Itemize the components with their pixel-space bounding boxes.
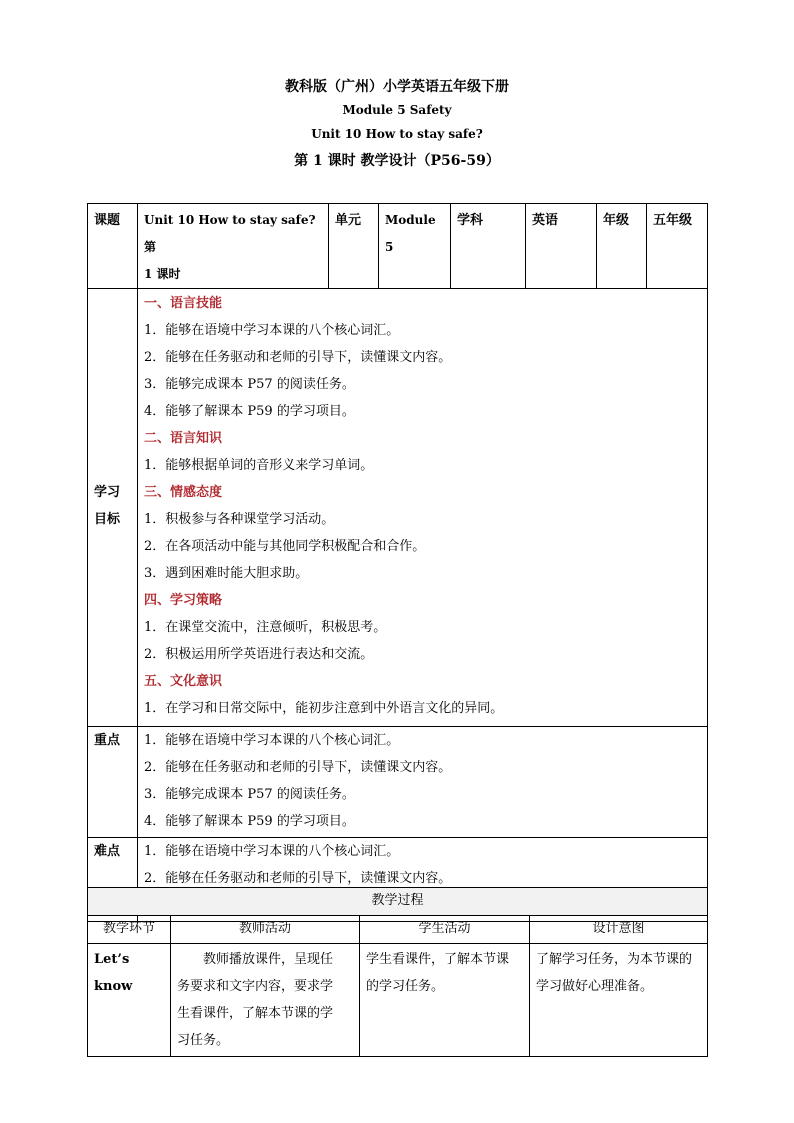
key-points-label: 重点 [88, 727, 138, 838]
list-item: 2．能够在任务驱动和老师的引导下，读懂课文内容。 [144, 871, 452, 886]
list-item: 4．能够了解课本 P59 的学习项目。 [144, 814, 355, 829]
table-row [88, 944, 708, 1057]
list-item: 3．能够完成课本 P57 的阅读任务。 [144, 787, 355, 802]
objectives-content [138, 289, 708, 727]
objectives-row [88, 289, 708, 727]
subject-value: 英语 [526, 204, 597, 289]
lesson-title: 第 1 课时 教学设计（P56-59） [294, 153, 500, 169]
section-heading: 三、情感态度 [144, 485, 223, 500]
difficult-points-label: 难点 [88, 838, 138, 922]
list-item: 1．能够根据单词的音形义来学习单词。 [144, 458, 374, 473]
list-item: 1．在课堂交流中，注意倾听，积极思考。 [144, 620, 387, 635]
section-heading: 二、语言知识 [144, 431, 223, 446]
list-item: 1．能够在语境中学习本课的八个核心词汇。 [144, 844, 400, 859]
list-item: 3．能够完成课本 P57 的阅读任务。 [144, 377, 355, 392]
info-row [88, 204, 708, 289]
module-title: Module 5 Safety [342, 103, 452, 117]
process-header-row [88, 916, 708, 944]
objectives-label: 学习 目标 [88, 289, 138, 727]
key-points-content [138, 727, 708, 838]
list-item: 1．在学习和日常交际中，能初步注意到中外语言文化的异同。 [144, 701, 504, 716]
list-item: 2．积极运用所学英语进行表达和交流。 [144, 647, 374, 662]
grade-value: 五年级 [647, 204, 708, 289]
list-item: 3．遇到困难时能大胆求助。 [144, 566, 309, 581]
teacher-activity-cell: 教师播放课件，呈现任 务要求和文字内容，要求学 生看课件，了解本节课的学 习任务。 [171, 944, 360, 1057]
section-heading: 五、文化意识 [144, 674, 223, 689]
student-activity-cell: 学生看课件，了解本节课 的学习任务。 [360, 944, 530, 1057]
key-points-row [88, 727, 708, 838]
section-heading: 一、语言技能 [144, 296, 223, 311]
doc-title: 教科版（广州）小学英语五年级下册 [285, 79, 509, 95]
unit-label: 单元 [329, 204, 379, 289]
list-item: 2．能够在任务驱动和老师的引导下，读懂课文内容。 [144, 760, 452, 775]
unit-value: Module 5 [379, 204, 451, 289]
column-header: 教师活动 [171, 916, 360, 944]
lesson-info-table [87, 203, 708, 922]
subject-label: 学科 [451, 204, 526, 289]
grade-label: 年级 [597, 204, 647, 289]
list-item: 1．能够在语境中学习本课的八个核心词汇。 [144, 733, 400, 748]
column-header: 教学环节 [88, 916, 171, 944]
list-item: 2．能够在任务驱动和老师的引导下，读懂课文内容。 [144, 350, 452, 365]
process-title-row [88, 888, 708, 916]
stage-cell: Let’s know [88, 944, 171, 1057]
list-item: 3．能够完成课本 P57 的阅读任务。 [144, 898, 355, 913]
unit-title: Unit 10 How to stay safe? [311, 127, 483, 141]
column-header: 设计意图 [530, 916, 708, 944]
teaching-process-table [87, 887, 708, 1057]
list-item: 4．能够了解课本 P59 的学习项目。 [144, 404, 355, 419]
design-purpose-cell: 了解学习任务，为本节课的 学习做好心理准备。 [530, 944, 708, 1057]
topic-label: 课题 [88, 204, 138, 289]
list-item: 2．在各项活动中能与其他同学积极配合和合作。 [144, 539, 426, 554]
column-header: 学生活动 [360, 916, 530, 944]
list-item: 1．积极参与各种课堂学习活动。 [144, 512, 335, 527]
topic-value: Unit 10 How to stay safe? 第 1 课时 [138, 204, 329, 289]
process-title: 教学过程 [88, 888, 708, 916]
section-heading: 四、学习策略 [144, 593, 223, 608]
list-item: 1．能够在语境中学习本课的八个核心词汇。 [144, 323, 400, 338]
